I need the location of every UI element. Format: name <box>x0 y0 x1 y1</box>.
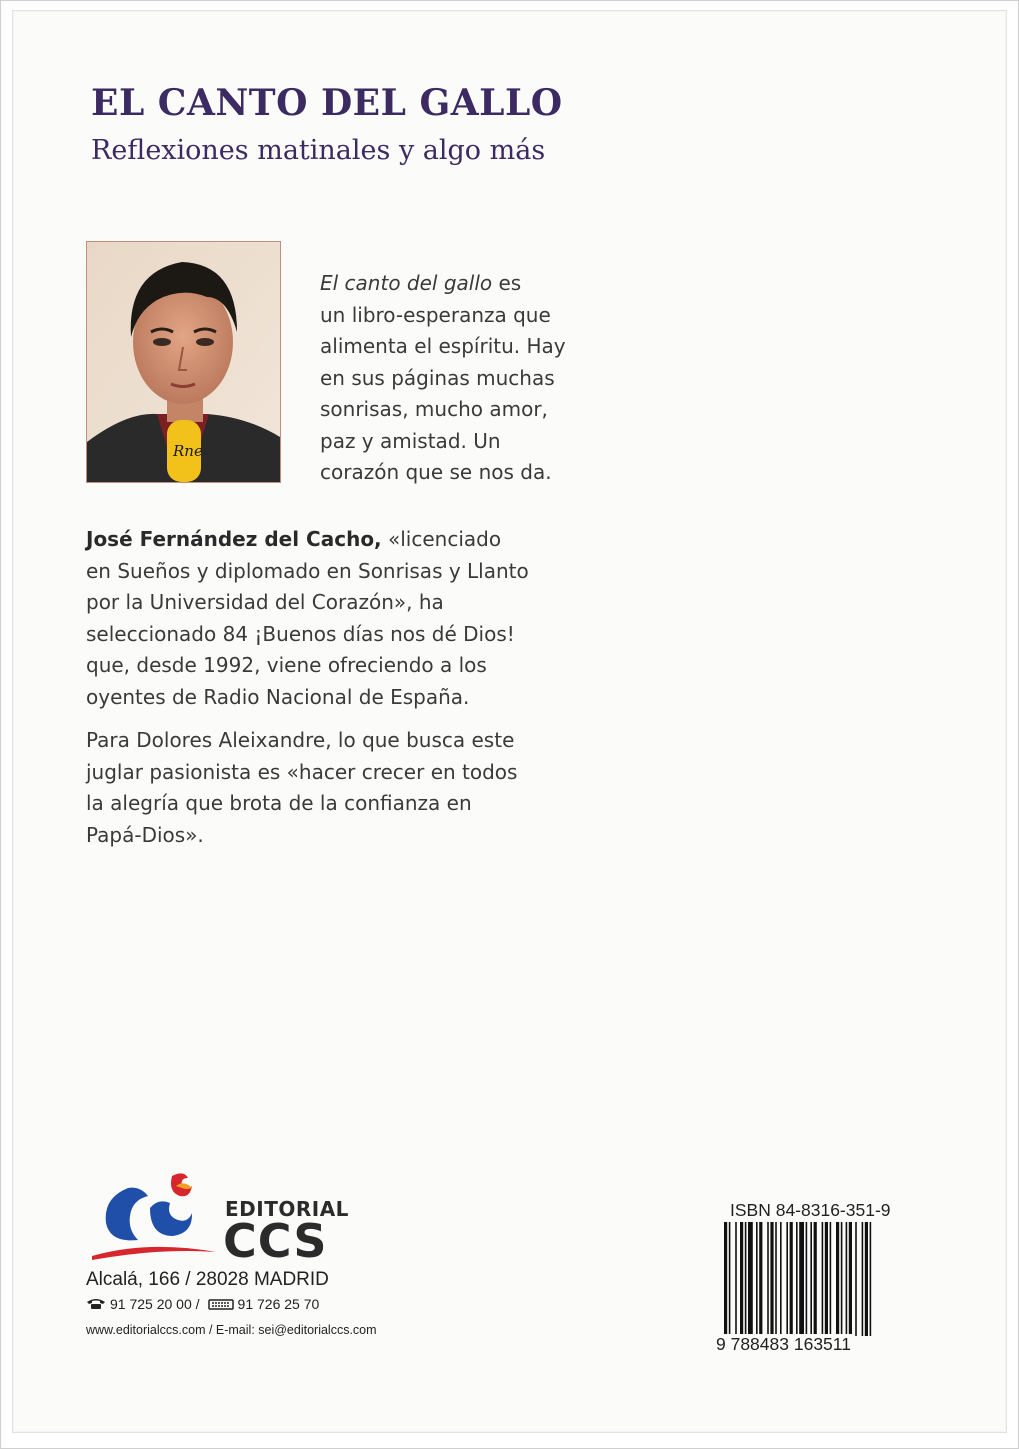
blurb-line: corazón que se nos da. <box>320 460 552 484</box>
barcode-bar <box>735 1222 737 1336</box>
blurb-line: en sus páginas muchas <box>320 365 555 390</box>
barcode-bar <box>740 1222 743 1336</box>
barcode-bar <box>786 1222 788 1336</box>
bio-line: seleccionado 84 ¡Buenos días nos dé Dios! <box>86 621 515 646</box>
telephone-icon <box>86 1298 106 1310</box>
barcode-bar <box>814 1222 817 1336</box>
barcode-bar <box>770 1222 773 1336</box>
quote-line: la alegría que brota de la confianza en <box>86 791 472 815</box>
blurb-title: El canto del gallo <box>320 271 493 295</box>
barcode-bar <box>790 1222 793 1336</box>
book-blurb <box>320 268 610 489</box>
barcode-bar <box>841 1222 843 1336</box>
barcode-bar <box>810 1222 812 1336</box>
barcode-bar <box>822 1222 824 1336</box>
barcode-bar <box>849 1222 852 1336</box>
bio-line: que, desde 1992, viene ofreciendo a los <box>86 653 487 677</box>
barcode-bar <box>756 1222 758 1336</box>
book-subtitle: Reflexiones matinales y algo más <box>91 135 546 166</box>
phone-number: 91 725 20 00 / <box>110 1296 200 1312</box>
barcode-bar <box>830 1222 832 1336</box>
bio-line: en Sueños y diplomado en Sonrisas y Llanto <box>86 558 529 583</box>
quote-line: Papá-Dios». <box>86 822 204 847</box>
bio-text: «licenciado <box>381 527 502 551</box>
publisher-name-ccs: CCS <box>223 1214 328 1268</box>
publisher-phones <box>86 1296 319 1312</box>
bio-line: por la Universidad del Corazón», ha <box>86 590 444 614</box>
quote-paragraph <box>86 725 646 851</box>
barcode-bar <box>780 1222 782 1336</box>
barcode-bar <box>796 1222 798 1336</box>
barcode-bar <box>865 1222 868 1336</box>
barcode-bar <box>870 1222 872 1336</box>
blurb-line: un libro-esperanza que <box>320 302 551 327</box>
author-name: José Fernández del Cacho, <box>86 527 382 551</box>
fax-icon <box>208 1298 234 1310</box>
isbn-label: ISBN 84-8316-351-9 <box>730 1200 891 1220</box>
author-photo <box>86 241 281 483</box>
quote-line: Para Dolores Aleixandre, lo que busca este <box>86 728 515 752</box>
barcode-bar <box>799 1222 804 1336</box>
author-portrait-illustration <box>87 242 280 482</box>
barcode-bar <box>825 1222 828 1336</box>
fax-number: 91 726 25 70 <box>237 1296 320 1312</box>
barcode-bar <box>729 1222 731 1336</box>
author-bio <box>86 524 646 713</box>
barcode-bar <box>767 1222 769 1336</box>
blurb-text: es <box>492 271 522 295</box>
bio-line: oyentes de Radio Nacional de España. <box>86 684 470 709</box>
quote-line: juglar pasionista es «hacer crecer en todos <box>86 759 518 784</box>
barcode-bar <box>748 1222 753 1336</box>
blurb-line: alimenta el espíritu. Hay <box>320 334 566 358</box>
barcode-digits: 9 788483 163511 <box>716 1334 851 1354</box>
barcode-bar <box>724 1222 727 1336</box>
barcode-bar <box>806 1222 808 1336</box>
microphone-label: Rne <box>173 442 203 460</box>
barcode-bar <box>836 1222 839 1336</box>
barcode-bar <box>759 1222 762 1336</box>
publisher-address: Alcalá, 166 / 28028 MADRID <box>86 1269 329 1290</box>
blurb-line: paz y amistad. Un <box>320 428 501 453</box>
publisher-web-email: www.editorialccs.com / E-mail: sei@editorialccs.com <box>86 1323 377 1337</box>
book-title: EL CANTO DEL GALLO <box>91 82 563 124</box>
blurb-line: sonrisas, mucho amor, <box>320 397 548 421</box>
barcode-bar <box>862 1222 864 1336</box>
barcode-bar <box>775 1222 777 1336</box>
publisher-name-editorial: EDITORIAL <box>225 1197 349 1221</box>
barcode-bar <box>846 1222 848 1336</box>
barcode-bar <box>745 1222 747 1336</box>
barcode-bar <box>855 1222 857 1336</box>
